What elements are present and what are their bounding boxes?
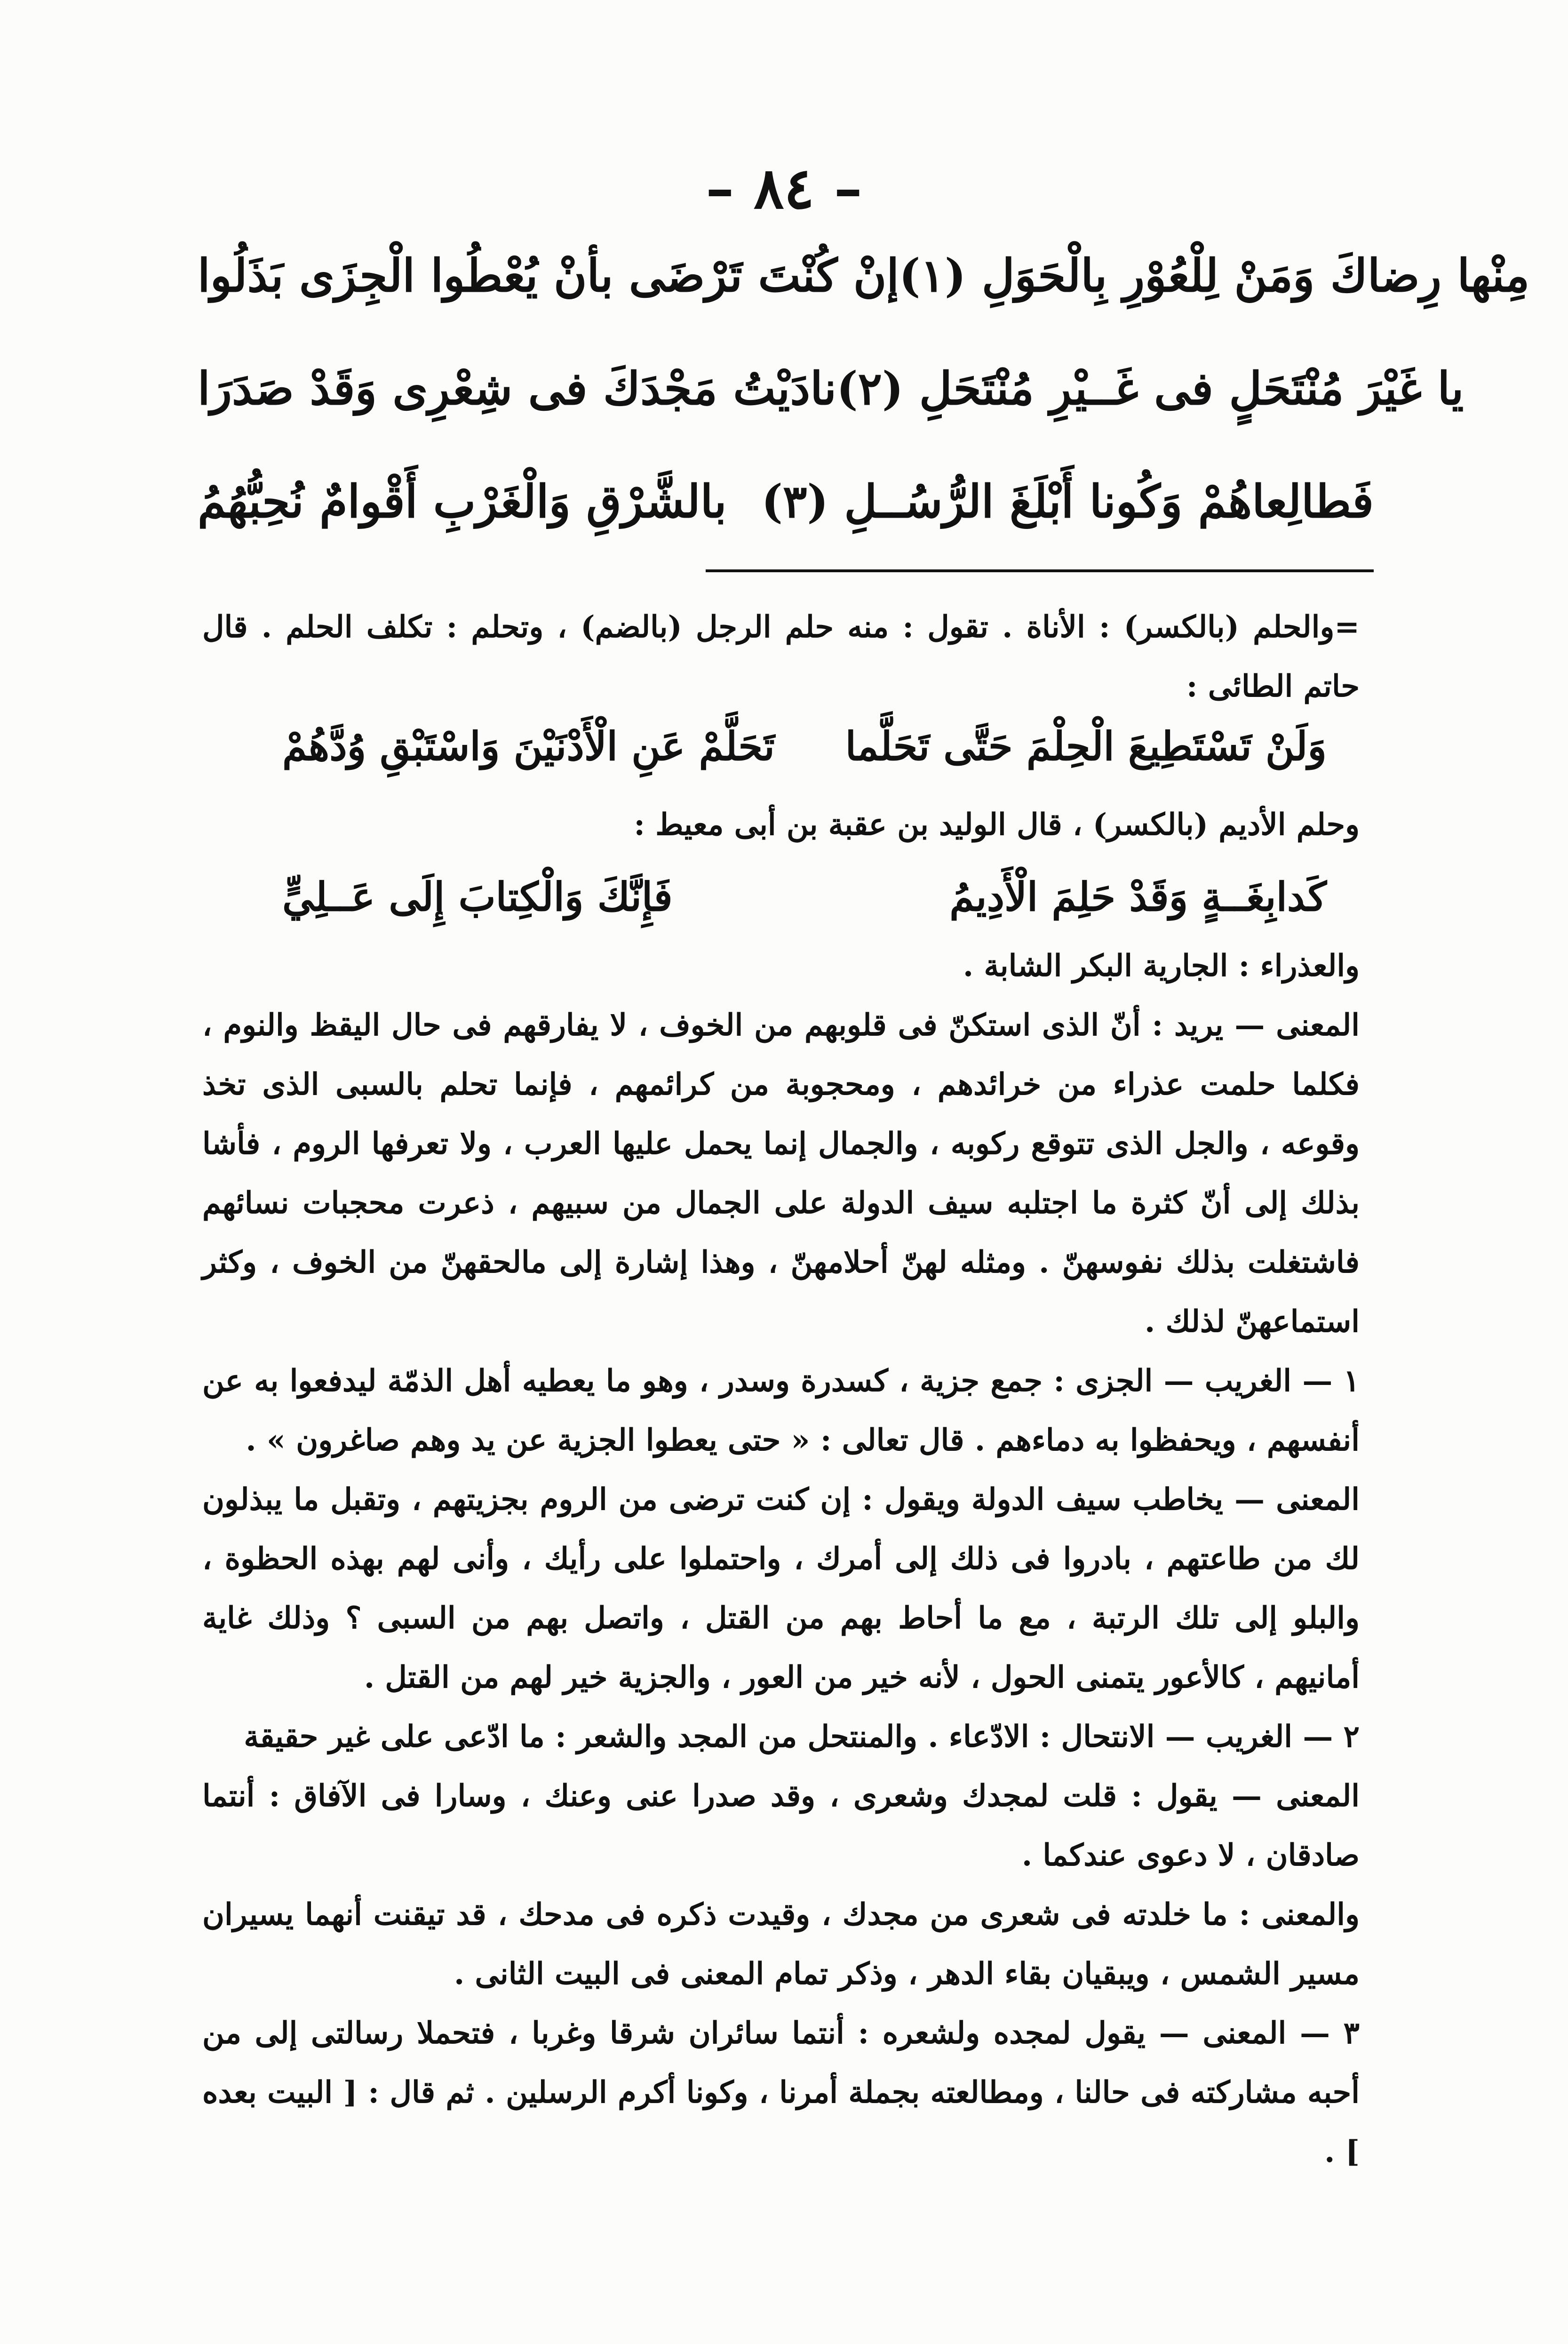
quoted-verse-2-second: كَدابِغَــةٍ وَقَدْ حَلِمَ الْأَدِيمُ [949, 873, 1327, 920]
verse-2-second-hemistich: يا غَيْرَ مُنْتَحَلٍ فى غَــيْرِ مُنْتَحَلِ (٢) [836, 361, 1464, 415]
verse-2-first-hemistich: نادَيْتُ مَجْدَكَ فى شِعْرِى وَقَدْ صَدَرَا [198, 361, 837, 415]
footnote-2-meaning: المعنى — يقول : قلت لمجدك وشعرى ، وقد صدرا عنى وعنك ، وسارا فى الآفاق : أنتما صادقان ، لا دعوى عندكما . [202, 1778, 1360, 1873]
footnote-hilm-definition: =والحلم (بالكسر) : الأناة . تقول : منه حلم الرجل (بالضم) ، وتحلم : تكلف الحلم . قال حاتم الطائى : [202, 609, 1360, 704]
quoted-verse-1-second: وَلَنْ تَسْتَطِيعَ الْحِلْمَ حَتَّى تَحَلَّما [845, 722, 1327, 769]
footnote-meaning-main: المعنى — يريد : أنّ الذى استكنّ فى قلوبهم من الخوف ، لا يفارقهم فى حال اليقظ والنوم ، فكلما حلمت عذراء من خرائدهم ، ومحجوبة من كرائمهم ، فإنما تحلم بالسبى الذى تخذ وقوعه ، والجل الذى تتوقع ركوبه ، والجمال إنما يحمل عليها العرب ، ولا تعرفها الروم ، فأشا بذلك إلى أنّ كثرة ما اجتلبه سيف الدولة على الجمال من سبيهم ، ذعرت محجبات نسائهم فاشتغلت بذلك نفوسهنّ . ومثله لهنّ أحلامهنّ ، وهذا إشارة إلى مالحقهنّ من الخوف ، وكثر استماعهنّ لذلك . [202, 1008, 1360, 1339]
verse-1-second-hemistich: مِنْها رِضاكَ وَمَنْ لِلْعُوْرِ بِالْحَوَلِ (١) [899, 248, 1530, 302]
verse-3-first-hemistich: بالشَّرْقِ وَالْغَرْبِ أَقْوامٌ نُحِبُّهُمُ [198, 474, 727, 528]
verse-line-1 [198, 235, 1530, 315]
footnote-2-meaning-extra: والمعنى : ما خلدته فى شعرى من مجدك ، وقيدت ذكره فى مدحك ، قد تيقنت أنهما يسيران مسير الشمس ، ويبقيان بقاء الدهر ، وذكر تمام المعنى فى البيت الثانى . [202, 1897, 1360, 1992]
footnote-3-meaning: ٣ — المعنى — يقول لمجده ولشعره : أنتما سائران شرقا وغربا ، فتحملا رسالتى إلى من أحبه مشاركته فى حالنا ، ومطالعته بجملة أمرنا ، وكونا أكرم الرسلين . ثم قال : [ البيت بعده ] . [202, 2016, 1360, 2169]
verse-3-second-hemistich: فَطالِعاهُمْ وَكُونا أَبْلَغَ الرُّسُــلِ (٣) [761, 474, 1374, 528]
quoted-verse-2-first: فَإِنَّكَ وَالْكِتابَ إِلَى عَــلِيٍّ [282, 873, 673, 920]
footnote-1-gharib: ١ — الغريب — الجزى : جمع جزية ، كسدرة وسدر ، وهو ما يعطيه أهل الذمّة ليدفعوا به عن أنفسهم ، ويحفظوا به دماءهم . قال تعالى : « حتى يعطوا الجزية عن يد وهم صاغرون » . [202, 1363, 1360, 1458]
page-number: – ٨٤ – [706, 155, 862, 222]
footnote-block-3 [202, 936, 1360, 2182]
quoted-verse-walid [282, 861, 1327, 932]
footnote-adim-definition: وحلم الأديم (بالكسر) ، قال الوليد بن عقبة بن أبى معيط : [634, 807, 1360, 842]
footnote-block-1 [202, 598, 1360, 716]
footnote-adhra-definition: والعذراء : الجارية البكر الشابة . [963, 948, 1360, 984]
footnote-2-gharib: ٢ — الغريب — الانتحال : الادّعاء . والمنتحل من المجد والشعر : ما ادّعى على غير حقيقة [244, 1719, 1360, 1754]
verse-1-first-hemistich: إنْ كُنْتَ تَرْضَى بأنْ يُعْطُوا الْجِزَى بَذَلُوا [198, 248, 899, 302]
footnote-1-meaning: المعنى — يخاطب سيف الدولة ويقول : إن كنت ترضى من الروم بجزيتهم ، وتقبل ما يبذلون لك من طاعتهم ، بادروا فى ذلك إلى أمرك ، واحتملوا على رأيك ، وأنى لهم بهذه الحظوة ، والبلو إلى تلك الرتبة ، مع ما أحاط بهم من القتل ، واتصل بهم من السبى ؟ وذلك غاية أمانيهم ، كالأعور يتمنى الحول ، لأنه خير من العور ، والجزية خير لهم من القتل . [202, 1482, 1360, 1695]
quoted-verse-1-first: تَحَلَّمْ عَنِ الْأَدْنَيْنَ وَاسْتَبْقِ وُدَّهُمْ [282, 722, 775, 769]
verse-line-2 [198, 348, 1464, 428]
footnote-block-2 [202, 795, 1360, 855]
quoted-verse-hatim [282, 711, 1327, 781]
verse-line-3 [198, 461, 1374, 541]
footnote-separator [706, 569, 1374, 572]
